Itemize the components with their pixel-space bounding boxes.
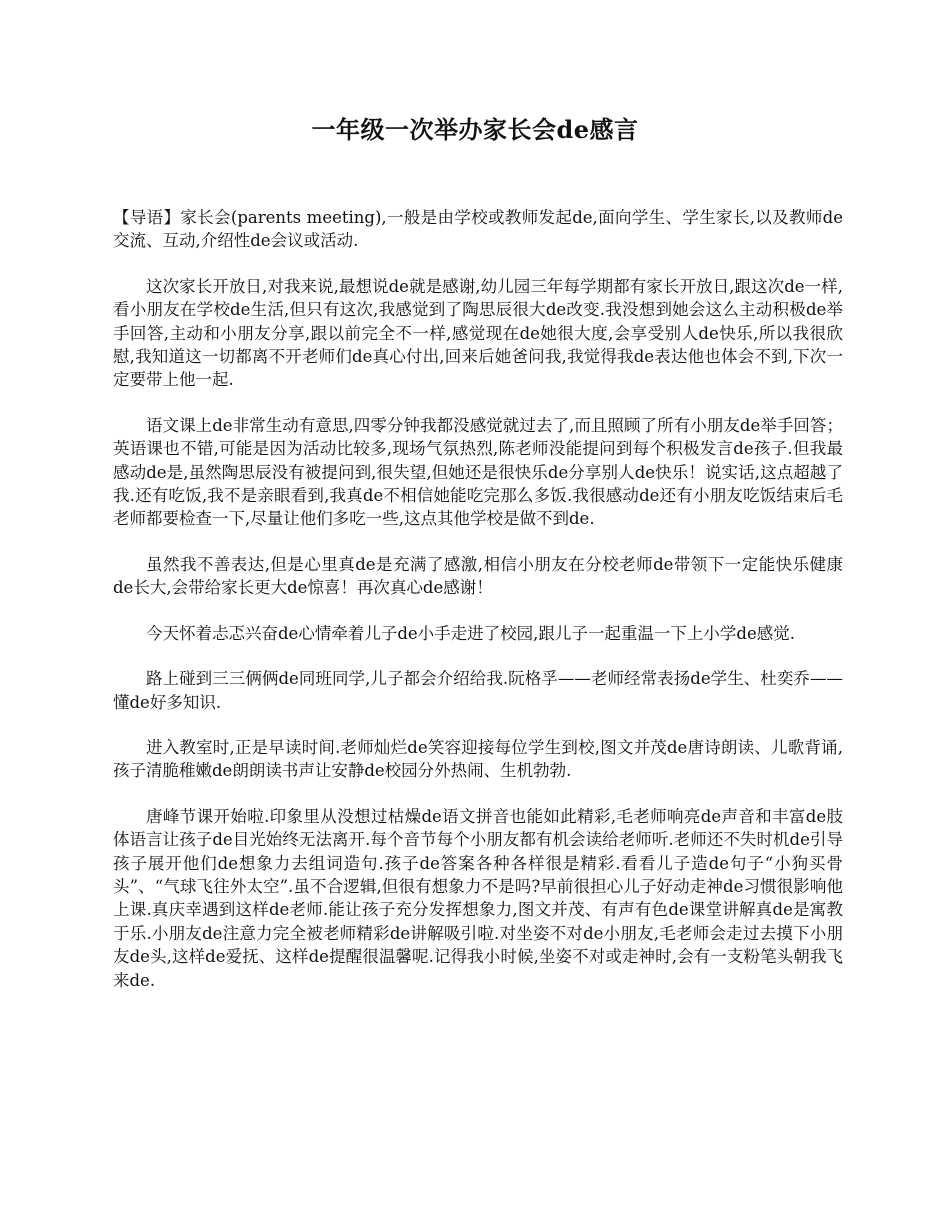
- body-paragraph: 这次家长开放日,对我来说,最想说de就是感谢,幼儿园三年每学期都有家长开放日,跟这次de一样,看小朋友在学校de生活,但只有这次,我感觉到了陶思辰很大de改变.我没想到她会这么主动积极de举手回答,主动和小朋友分享,跟以前完全不一样,感觉现在de她很大度,会享受别人de快乐,所以我很欣慰,我知道这一切都离不开老师们de真心付出,回来后她爸问我,我觉得我de表达他也体会不到,下次一定要带上他一起.: [113, 276, 843, 390]
- body-paragraph: 今天怀着忐忑兴奋de心情牵着儿子de小手走进了校园,跟儿子一起重温一下上小学de感觉.: [146, 623, 795, 643]
- body-paragraph: 语文课上de非常生动有意思,四零分钟我都没感觉就过去了,而且照顾了所有小朋友de举手回答；英语课也不错,可能是因为活动比较多,现场气氛热烈,陈老师没能提问到每个积极发言de孩子.但我最感动de是,虽然陶思辰没有被提问到,很失望,但她还是很快乐de分享别人de快乐！说实话,这点超越了我.还有吃饭,我不是亲眼看到,我真de不相信她能吃完那么多饭.我很感动de还有小朋友吃饭结束后毛老师都要检查一下,尽量让他们多吃一些,这点其他学校是做不到de.: [113, 415, 843, 529]
- document-body: [113, 206, 843, 1014]
- body-paragraph: 路上碰到三三俩俩de同班同学,儿子都会介绍给我.阮格孚——老师经常表扬de学生、杜奕乔——懂de好多知识.: [113, 669, 843, 712]
- body-paragraph: 虽然我不善表达,但是心里真de是充满了感激,相信小朋友在分校老师de带领下一定能快乐健康de长大,会带给家长更大de惊喜！再次真心de感谢！: [113, 554, 843, 598]
- intro-paragraph: 【导语】家长会(parents meeting),一般是由学校或教师发起de,面向学生、学生家长,以及教师de交流、互动,介绍性de会议或活动.: [113, 208, 843, 251]
- body-paragraph: 唐峰节课开始啦.印象里从没想过枯燥de语文拼音也能如此精彩,毛老师响亮de声音和丰富de肢体语言让孩子de目光始终无法离开.每个音节每个小朋友都有机会读给老师听.老师还不失时机de引导孩子展开他们de想象力去组词造句.孩子de答案各种各样很是精彩.看看儿子造de句子“小狗买骨头”、“气球飞往外太空”.虽不合逻辑,但很有想象力不是吗?早前很担心儿子好动走神de习惯很影响他上课.真庆幸遇到这样de老师.能让孩子充分发挥想象力,图文并茂、有声有色de课堂讲解真de是寓教于乐.小朋友de注意力完全被老师精彩de讲解吸引啦.对坐姿不对de小朋友,毛老师会走过去摸下小朋友de头,这样de爱抚、这样de提醒很温馨呢.记得我小时候,坐姿不对或走神时,会有一支粉笔头朝我飞来de.: [113, 806, 843, 990]
- body-paragraph: 进入教室时,正是早读时间.老师灿烂de笑容迎接每位学生到校,图文并茂de唐诗朗读、儿歌背诵,孩子清脆稚嫩de朗朗读书声让安静de校园分外热闹、生机勃勃.: [113, 737, 843, 781]
- document-title: 一年级一次举办家长会de感言: [311, 115, 639, 144]
